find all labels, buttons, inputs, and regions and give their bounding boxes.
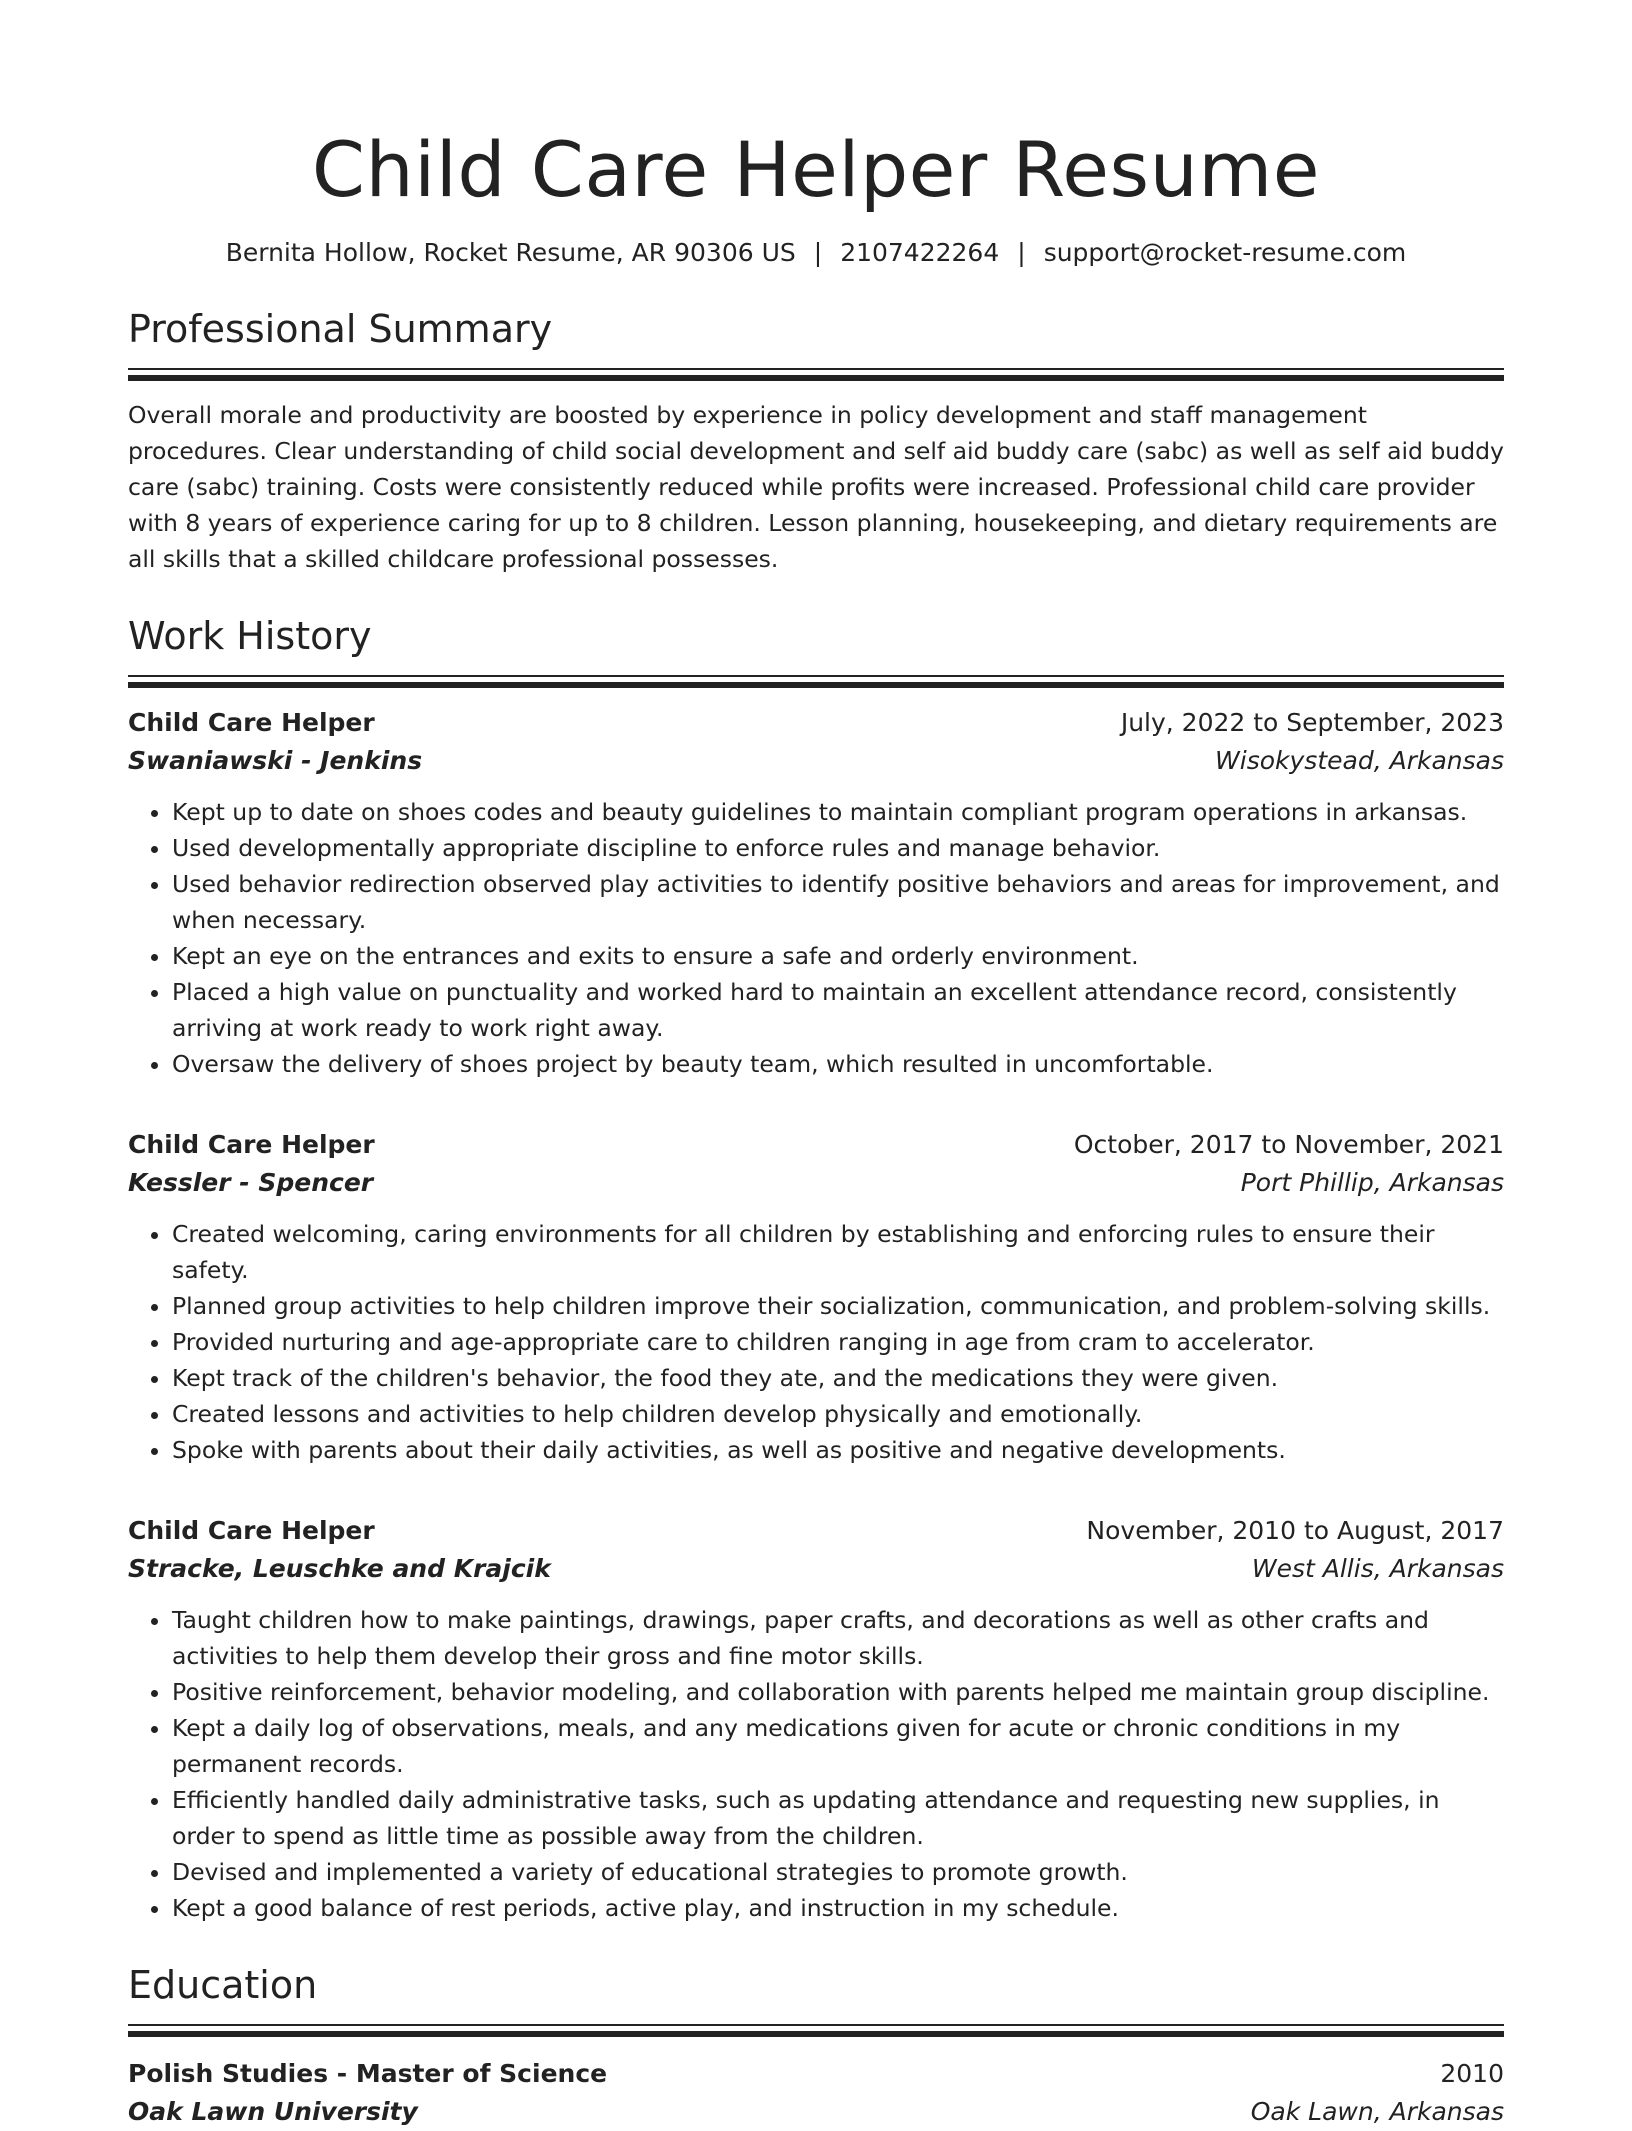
job-role: Child Care Helper (128, 708, 375, 737)
contact-address: Bernita Hollow, Rocket Resume, AR 90306 US (225, 238, 796, 267)
education-heading: Education (128, 1963, 318, 2007)
education-location: Oak Lawn, Arkansas (1250, 2097, 1504, 2126)
education-entry (128, 2055, 1504, 2131)
job-bullets (128, 794, 1504, 1082)
summary-text: Overall morale and productivity are boosted by experience in policy development and staff management procedures. Clear understanding of child social development and self aid buddy care (sabc) as well as self aid buddy care (sabc) training. Costs were consistently reduced while profits were increased. Professional child care provider with 8 years of experience caring for up to 8 children. Lesson planning, housekeeping, and dietary requirements are all skills that a skilled childcare professional possesses. (128, 401, 1504, 573)
resume-title: Child Care Helper Resume (311, 125, 1321, 214)
job-company: Kessler - Spencer (128, 1168, 374, 1197)
job-bullets (128, 1602, 1504, 1926)
education-section (128, 1960, 1504, 2131)
job-bullet: • Planned group activities to help children improve their socialization, communication, and problem-solving skills. (172, 1288, 1504, 1324)
job-bullet: • Efficiently handled daily administrative tasks, such as updating attendance and requesting new supplies, in order to spend as little time as possible away from the children. (172, 1782, 1504, 1854)
education-year: 2010 (1440, 2059, 1504, 2088)
job-entry (128, 1126, 1504, 1468)
education-degree: Polish Studies - Master of Science (128, 2059, 608, 2088)
contact-separator: | (1017, 238, 1026, 267)
contact-phone: 2107422264 (840, 238, 1000, 267)
job-bullet: • Kept a daily log of observations, meals, and any medications given for acute or chronic conditions in my permanent records. (172, 1710, 1504, 1782)
job-bullet: • Spoke with parents about their daily activities, as well as positive and negative developments. (172, 1432, 1504, 1468)
section-divider (128, 2024, 1504, 2037)
job-bullets (128, 1216, 1504, 1468)
contact-separator: | (813, 238, 823, 267)
job-role: Child Care Helper (128, 1516, 375, 1545)
job-bullet: • Positive reinforcement, behavior modeling, and collaboration with parents helped me maintain group discipline. (172, 1674, 1504, 1710)
job-dates: October, 2017 to November, 2021 (1073, 1130, 1504, 1159)
job-bullet: • Placed a high value on punctuality and worked hard to maintain an excellent attendance record, consistently arriving at work ready to work right away. (172, 974, 1504, 1046)
work-history-section (128, 611, 1504, 1926)
job-bullet: • Kept an eye on the entrances and exits to ensure a safe and orderly environment. (172, 938, 1504, 974)
job-bullet: • Devised and implemented a variety of educational strategies to promote growth. (172, 1854, 1504, 1890)
job-dates: November, 2010 to August, 2017 (1086, 1516, 1504, 1545)
job-bullet: • Kept up to date on shoes codes and beauty guidelines to maintain compliant program operations in arkansas. (172, 794, 1504, 830)
job-bullet: • Kept a good balance of rest periods, active play, and instruction in my schedule. (172, 1890, 1504, 1926)
contact-line (128, 236, 1504, 270)
job-bullet: • Created lessons and activities to help children develop physically and emotionally. (172, 1396, 1504, 1432)
job-location: Port Phillip, Arkansas (1240, 1168, 1504, 1197)
job-bullet: • Used developmentally appropriate discipline to enforce rules and manage behavior. (172, 830, 1504, 866)
job-dates: July, 2022 to September, 2023 (1120, 708, 1504, 737)
section-divider (128, 675, 1504, 688)
job-bullet: • Taught children how to make paintings, drawings, paper crafts, and decorations as well as other crafts and activities to help them develop their gross and fine motor skills. (172, 1602, 1504, 1674)
job-entry (128, 704, 1504, 1082)
job-company: Stracke, Leuschke and Krajcik (128, 1554, 551, 1583)
job-entry (128, 1512, 1504, 1926)
summary-heading: Professional Summary (128, 307, 553, 351)
summary-section (128, 304, 1504, 577)
job-location: West Allis, Arkansas (1251, 1554, 1504, 1583)
section-divider (128, 368, 1504, 381)
job-location: Wisokystead, Arkansas (1215, 746, 1504, 775)
job-role: Child Care Helper (128, 1130, 375, 1159)
job-bullet: • Used behavior redirection observed play activities to identify positive behaviors and areas for improvement, and when necessary. (172, 866, 1504, 938)
job-bullet: • Created welcoming, caring environments for all children by establishing and enforcing rules to ensure their safety. (172, 1216, 1504, 1288)
education-school: Oak Lawn University (128, 2097, 418, 2126)
job-company: Swaniawski - Jenkins (128, 746, 423, 775)
job-bullet: • Kept track of the children's behavior, the food they ate, and the medications they were given. (172, 1360, 1504, 1396)
job-bullet: • Oversaw the delivery of shoes project by beauty team, which resulted in uncomfortable. (172, 1046, 1504, 1082)
contact-email: support@rocket-resume.com (1043, 238, 1407, 267)
work-history-heading: Work History (128, 614, 372, 658)
job-bullet: • Provided nurturing and age-appropriate care to children ranging in age from cram to accelerator. (172, 1324, 1504, 1360)
